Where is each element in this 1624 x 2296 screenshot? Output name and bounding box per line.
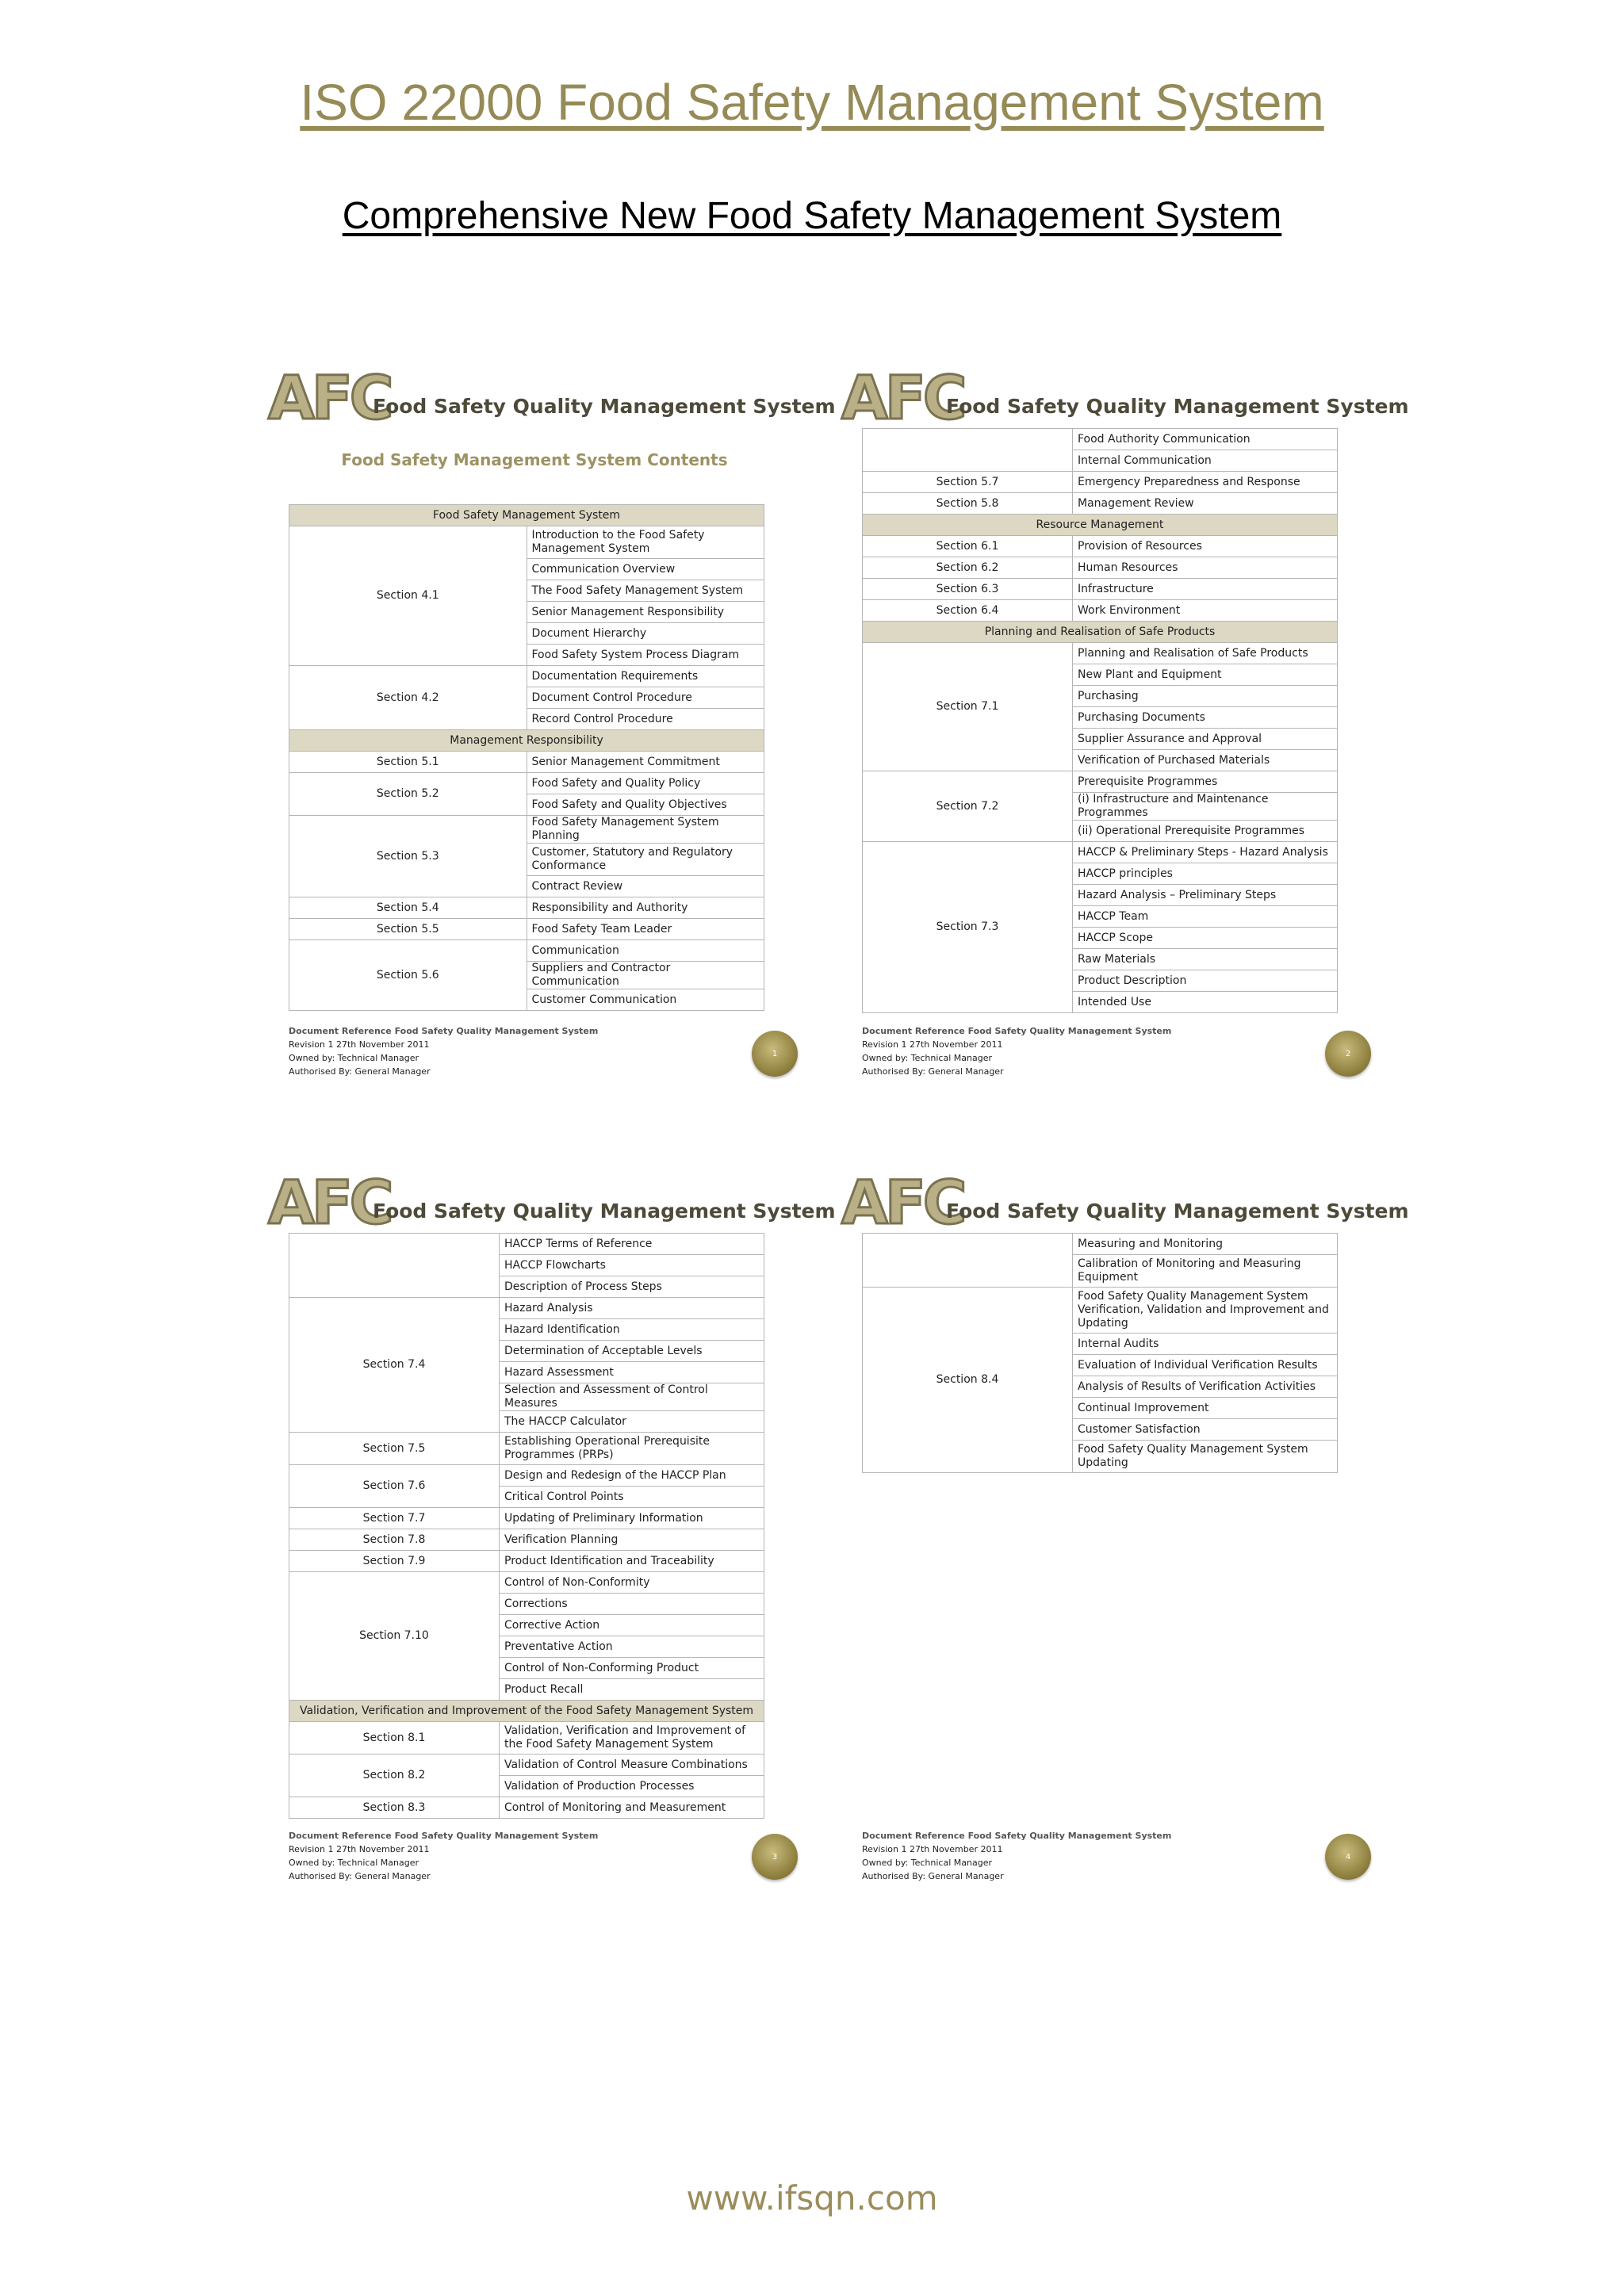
toc-section-number: Section 6.1 (863, 536, 1073, 557)
toc-item: Intended Use (1073, 992, 1338, 1013)
toc-section-number: Section 8.2 (289, 1755, 500, 1797)
toc-item: Product Description (1073, 970, 1338, 992)
system-title: Food Safety Quality Management System (373, 1200, 836, 1223)
contents-title: Food Safety Management System Contents (341, 450, 728, 469)
toc-item: Control of Non-Conformity (500, 1572, 764, 1594)
toc-item: Hazard Analysis – Preliminary Steps (1073, 885, 1338, 906)
system-title: Food Safety Quality Management System (946, 1200, 1409, 1223)
toc-section-number: Section 6.4 (863, 600, 1073, 622)
doc-authoriser: Authorised By: General Manager (862, 1066, 1004, 1077)
page-number-badge: 4 (1325, 1834, 1371, 1880)
toc-section-number: Section 7.1 (863, 643, 1073, 771)
table-row (289, 1722, 764, 1755)
toc-item: HACCP Flowcharts (500, 1255, 764, 1276)
toc-item: Validation of Production Processes (500, 1776, 764, 1797)
toc-item: Control of Monitoring and Measurement (500, 1797, 764, 1819)
doc-footer (862, 1024, 1171, 1078)
toc-item: Verification of Purchased Materials (1073, 750, 1338, 771)
toc-group-header: Validation, Verification and Improvement of the Food Safety Management System (289, 1701, 764, 1722)
toc-item: Preventative Action (500, 1636, 764, 1658)
toc-item: Establishing Operational Prerequisite Programmes (PRPs) (500, 1433, 764, 1465)
afc-logo: AFC (841, 362, 964, 433)
table-row (863, 771, 1338, 793)
toc-item: The Food Safety Management System (527, 580, 764, 602)
system-title: Food Safety Quality Management System (373, 395, 836, 418)
doc-footer (289, 1024, 598, 1078)
table-row (863, 842, 1338, 863)
page-number-badge: 3 (752, 1834, 798, 1880)
toc-section-number: Section 8.3 (289, 1797, 500, 1819)
toc-item: Selection and Assessment of Control Measures (500, 1383, 764, 1411)
toc-section-number: Section 7.2 (863, 771, 1073, 842)
toc-section-number: Section 7.10 (289, 1572, 500, 1701)
toc-section-number (863, 429, 1073, 472)
table-row (289, 773, 764, 794)
toc-item: Provision of Resources (1073, 536, 1338, 557)
table-row (289, 526, 764, 559)
toc-item: Food Safety and Quality Objectives (527, 794, 764, 816)
toc-item: HACCP Terms of Reference (500, 1234, 764, 1255)
toc-item: Critical Control Points (500, 1487, 764, 1508)
doc-footer (289, 1829, 598, 1883)
toc-section-number: Section 5.7 (863, 472, 1073, 493)
afc-logo: AFC (268, 1167, 391, 1238)
toc-item: Validation, Verification and Improvement of the Food Safety Management System (500, 1722, 764, 1755)
doc-revision: Revision 1 27th November 2011 (862, 1039, 1003, 1050)
toc-item: Human Resources (1073, 557, 1338, 579)
toc-item: (ii) Operational Prerequisite Programmes (1073, 821, 1338, 842)
doc-page-3 (265, 1167, 844, 1900)
toc-section-number (289, 1234, 500, 1298)
table-row (289, 1234, 764, 1255)
toc-group-header: Food Safety Management System (289, 505, 764, 526)
table-row (289, 897, 764, 919)
toc-group-header: Planning and Realisation of Safe Products (863, 622, 1338, 643)
toc-item: Hazard Assessment (500, 1362, 764, 1383)
toc-item: Verification Planning (500, 1529, 764, 1551)
table-row (863, 536, 1338, 557)
toc-item: Documentation Requirements (527, 666, 764, 687)
toc-item: Prerequisite Programmes (1073, 771, 1338, 793)
table-row (289, 1572, 764, 1594)
doc-owner: Owned by: Technical Manager (289, 1053, 419, 1063)
toc-section-number: Section 5.8 (863, 493, 1073, 515)
table-row (863, 1234, 1338, 1255)
toc-item: Record Control Procedure (527, 709, 764, 730)
toc-group-header-row (289, 505, 764, 526)
toc-group-header-row (289, 730, 764, 752)
doc-reference: Document Reference Food Safety Quality Management System (862, 1831, 1172, 1841)
toc-item: Introduction to the Food Safety Management System (527, 526, 764, 559)
table-row (863, 472, 1338, 493)
toc-item: Communication (527, 940, 764, 962)
page-title: ISO 22000 Food Safety Management System (300, 74, 1324, 131)
toc-item: Design and Redesign of the HACCP Plan (500, 1465, 764, 1487)
doc-authoriser: Authorised By: General Manager (289, 1066, 431, 1077)
toc-item: Supplier Assurance and Approval (1073, 729, 1338, 750)
table-row (289, 1298, 764, 1319)
table-row (289, 1508, 764, 1529)
table-row (289, 666, 764, 687)
toc-item: Customer Communication (527, 989, 764, 1011)
toc-section-number (863, 1234, 1073, 1288)
afc-logo: AFC (268, 362, 391, 433)
toc-item: HACCP Team (1073, 906, 1338, 928)
toc-table (862, 428, 1338, 1013)
toc-section-number: Section 7.6 (289, 1465, 500, 1508)
toc-table (862, 1233, 1338, 1473)
toc-item: Food Safety Quality Management System Verification, Validation and Improvement and Updating (1073, 1288, 1338, 1334)
page-number-badge: 1 (752, 1031, 798, 1077)
toc-item: Analysis of Results of Verification Activities (1073, 1376, 1338, 1398)
toc-section-number: Section 7.5 (289, 1433, 500, 1465)
table-row (863, 1288, 1338, 1334)
table-row (863, 493, 1338, 515)
page-number-badge: 2 (1325, 1031, 1371, 1077)
table-row (289, 940, 764, 962)
doc-reference: Document Reference Food Safety Quality Management System (289, 1831, 599, 1841)
doc-owner: Owned by: Technical Manager (289, 1858, 419, 1868)
toc-item: Emergency Preparedness and Response (1073, 472, 1338, 493)
toc-group-header: Resource Management (863, 515, 1338, 536)
toc-item: Calibration of Monitoring and Measuring Equipment (1073, 1255, 1338, 1288)
toc-item: Corrective Action (500, 1615, 764, 1636)
toc-section-number: Section 6.3 (863, 579, 1073, 600)
doc-authoriser: Authorised By: General Manager (289, 1871, 431, 1881)
table-row (289, 752, 764, 773)
toc-group-header-row (289, 1701, 764, 1722)
table-row (289, 816, 764, 844)
toc-item: Food Safety System Process Diagram (527, 645, 764, 666)
toc-item: Senior Management Commitment (527, 752, 764, 773)
toc-item: Communication Overview (527, 559, 764, 580)
toc-item: Management Review (1073, 493, 1338, 515)
table-row (289, 1797, 764, 1819)
doc-owner: Owned by: Technical Manager (862, 1858, 992, 1868)
toc-item: Internal Audits (1073, 1334, 1338, 1355)
toc-section-number: Section 4.2 (289, 666, 527, 730)
toc-section-number: Section 5.2 (289, 773, 527, 816)
toc-item: Control of Non-Conforming Product (500, 1658, 764, 1679)
doc-owner: Owned by: Technical Manager (862, 1053, 992, 1063)
toc-item: (i) Infrastructure and Maintenance Programmes (1073, 793, 1338, 821)
table-row (289, 1465, 764, 1487)
toc-item: Evaluation of Individual Verification Results (1073, 1355, 1338, 1376)
toc-item: Corrections (500, 1594, 764, 1615)
toc-item: Hazard Analysis (500, 1298, 764, 1319)
toc-section-number: Section 8.1 (289, 1722, 500, 1755)
toc-item: Raw Materials (1073, 949, 1338, 970)
toc-item: Measuring and Monitoring (1073, 1234, 1338, 1255)
toc-section-number: Section 7.9 (289, 1551, 500, 1572)
toc-item: HACCP principles (1073, 863, 1338, 885)
toc-item: Document Control Procedure (527, 687, 764, 709)
doc-reference: Document Reference Food Safety Quality Management System (289, 1026, 599, 1036)
toc-item: Updating of Preliminary Information (500, 1508, 764, 1529)
doc-authoriser: Authorised By: General Manager (862, 1871, 1004, 1881)
toc-item: Customer Satisfaction (1073, 1419, 1338, 1441)
toc-item: Food Authority Communication (1073, 429, 1338, 450)
table-row (289, 1755, 764, 1776)
toc-section-number: Section 7.8 (289, 1529, 500, 1551)
toc-item: Hazard Identification (500, 1319, 764, 1341)
toc-section-number: Section 5.5 (289, 919, 527, 940)
toc-group-header: Management Responsibility (289, 730, 764, 752)
toc-table (289, 504, 764, 1011)
toc-group-header-row (863, 515, 1338, 536)
system-title: Food Safety Quality Management System (946, 395, 1409, 418)
page-subtitle: Comprehensive New Food Safety Management System (342, 195, 1282, 237)
toc-item: Food Safety and Quality Policy (527, 773, 764, 794)
doc-revision: Revision 1 27th November 2011 (289, 1039, 430, 1050)
toc-section-number: Section 4.1 (289, 526, 527, 666)
toc-item: Product Recall (500, 1679, 764, 1701)
toc-table (289, 1233, 764, 1819)
toc-item: Senior Management Responsibility (527, 602, 764, 623)
toc-item: Customer, Statutory and Regulatory Conformance (527, 844, 764, 876)
toc-item: Food Safety Quality Management System Updating (1073, 1441, 1338, 1473)
toc-item: Continual Improvement (1073, 1398, 1338, 1419)
toc-item: Purchasing Documents (1073, 707, 1338, 729)
toc-item: Infrastructure (1073, 579, 1338, 600)
toc-item: Description of Process Steps (500, 1276, 764, 1298)
toc-section-number: Section 7.4 (289, 1298, 500, 1433)
doc-footer (862, 1829, 1171, 1883)
table-row (863, 557, 1338, 579)
toc-item: HACCP Scope (1073, 928, 1338, 949)
toc-item: Document Hierarchy (527, 623, 764, 645)
toc-item: New Plant and Equipment (1073, 664, 1338, 686)
toc-section-number: Section 5.1 (289, 752, 527, 773)
toc-section-number: Section 5.6 (289, 940, 527, 1011)
table-row (863, 429, 1338, 450)
toc-item: Internal Communication (1073, 450, 1338, 472)
afc-logo: AFC (841, 1167, 964, 1238)
toc-item: HACCP & Preliminary Steps - Hazard Analysis (1073, 842, 1338, 863)
toc-section-number: Section 7.3 (863, 842, 1073, 1013)
toc-section-number: Section 7.7 (289, 1508, 500, 1529)
toc-item: Contract Review (527, 876, 764, 897)
doc-page-4 (838, 1167, 1417, 1900)
toc-item: The HACCP Calculator (500, 1411, 764, 1433)
toc-item: Validation of Control Measure Combinations (500, 1755, 764, 1776)
toc-item: Purchasing (1073, 686, 1338, 707)
table-row (289, 1551, 764, 1572)
toc-item: Food Safety Management System Planning (527, 816, 764, 844)
toc-section-number: Section 8.4 (863, 1288, 1073, 1473)
toc-item: Responsibility and Authority (527, 897, 764, 919)
table-row (289, 1433, 764, 1465)
toc-item: Food Safety Team Leader (527, 919, 764, 940)
toc-section-number: Section 6.2 (863, 557, 1073, 579)
table-row (863, 643, 1338, 664)
doc-reference: Document Reference Food Safety Quality Management System (862, 1026, 1172, 1036)
footer-url[interactable]: www.ifsqn.com (686, 2179, 938, 2218)
doc-page-2 (838, 362, 1417, 1096)
doc-revision: Revision 1 27th November 2011 (862, 1844, 1003, 1854)
toc-section-number: Section 5.3 (289, 816, 527, 897)
doc-revision: Revision 1 27th November 2011 (289, 1844, 430, 1854)
toc-group-header-row (863, 622, 1338, 643)
doc-page-1 (265, 362, 844, 1096)
table-row (863, 600, 1338, 622)
table-row (863, 579, 1338, 600)
toc-item: Work Environment (1073, 600, 1338, 622)
toc-item: Suppliers and Contractor Communication (527, 962, 764, 989)
toc-section-number: Section 5.4 (289, 897, 527, 919)
table-row (289, 919, 764, 940)
toc-item: Determination of Acceptable Levels (500, 1341, 764, 1362)
toc-item: Planning and Realisation of Safe Products (1073, 643, 1338, 664)
table-row (289, 1529, 764, 1551)
toc-item: Product Identification and Traceability (500, 1551, 764, 1572)
